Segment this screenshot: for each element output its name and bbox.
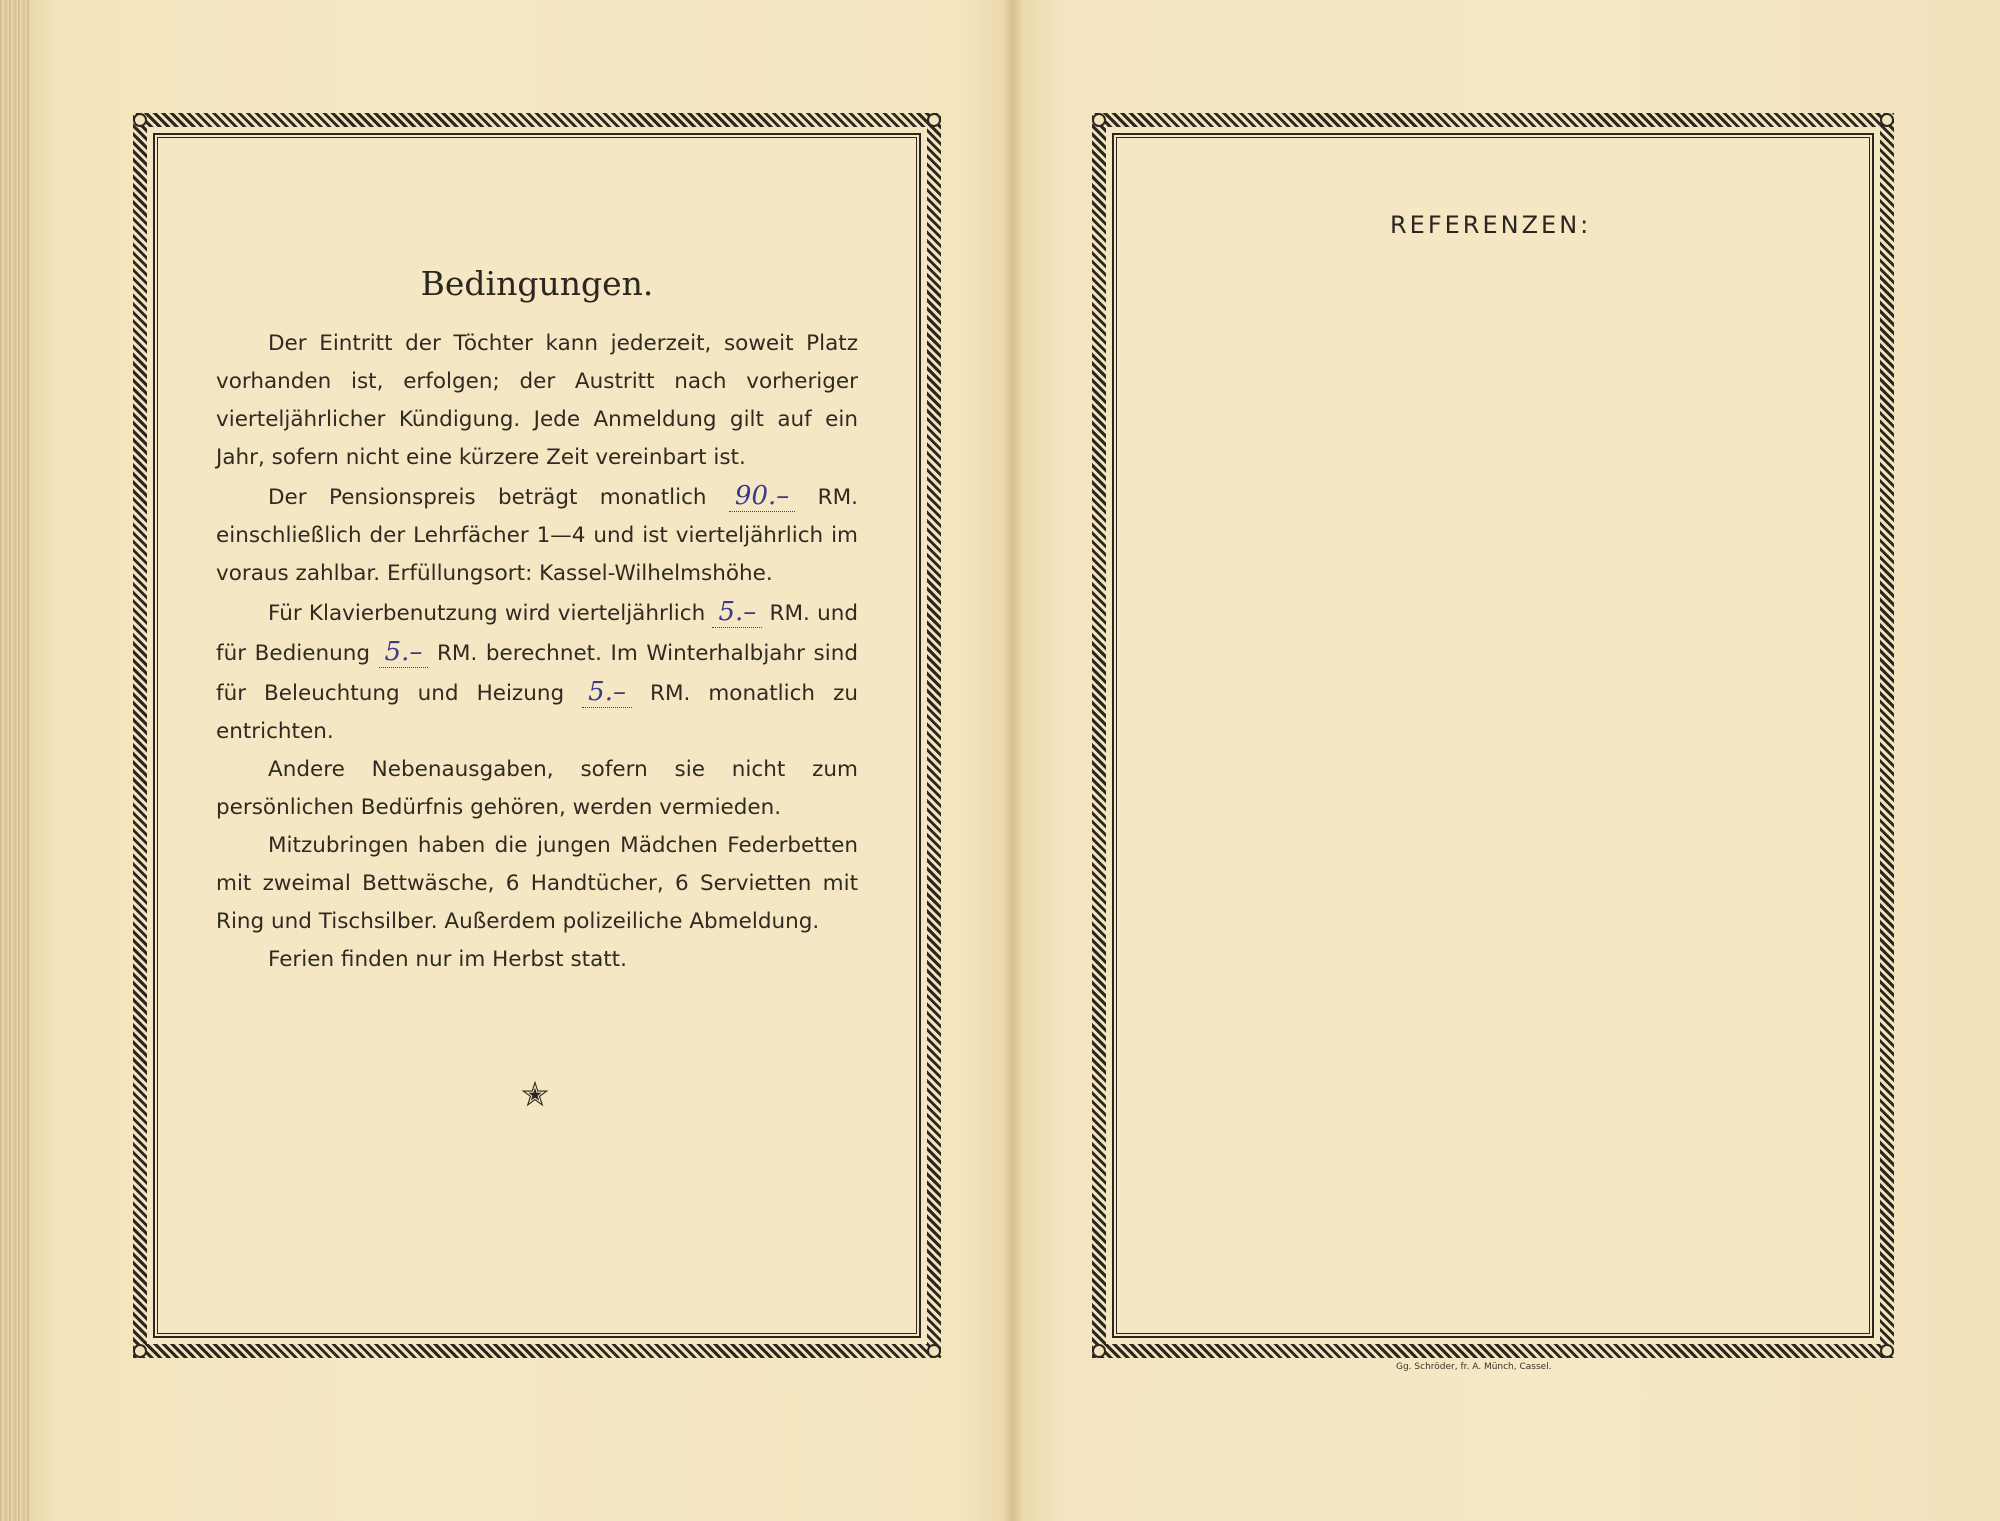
handwritten-heating-fee: 5.– bbox=[582, 677, 632, 708]
paragraph-items: Mitzubringen haben die jungen Mädchen Federbetten mit zweimal Bettwäsche, 6 Handtücher, 6 Servietten mit Ring und Tischsilber. Außerdem polizeiliche Abmeldung. bbox=[216, 833, 858, 934]
paragraph-expenses: Andere Nebenausgaben, sofern sie nicht zum persönlichen Bedürfnis gehören, werden vermieden. bbox=[216, 757, 858, 820]
paragraph-holidays: Ferien finden nur im Herbst statt. bbox=[268, 947, 627, 972]
corner-ornament bbox=[1092, 1344, 1106, 1358]
right-page-panel bbox=[1106, 127, 1880, 1344]
paragraph-price bbox=[216, 477, 858, 593]
paragraph-entry: Der Eintritt der Töchter kann jederzeit, soweit Platz vorhanden ist, erfolgen; der Austritt nach vorheriger vierteljährlicher Kündigung. Jede Anmeldung gilt auf ein Jahr, sofern nicht eine kürzere Zeit vereinbart ist. bbox=[216, 331, 858, 470]
corner-ornament bbox=[1880, 1344, 1894, 1358]
handwritten-service-fee: 5.– bbox=[379, 637, 429, 668]
corner-ornament bbox=[1092, 113, 1106, 127]
right-ornamental-border bbox=[1092, 113, 1894, 1358]
star-ornament: ✭ bbox=[520, 1075, 550, 1115]
fees-text-a: Für Klavierbenutzung wird vierteljährlich bbox=[268, 601, 706, 626]
price-text-before: Der Pensionspreis beträgt monatlich bbox=[268, 485, 707, 510]
fees-text-c: RM. berechnet. Im Winterhalbjahr sind für Beleuchtung und Heizung bbox=[216, 641, 858, 706]
printer-imprint: Gg. Schröder, fr. A. Münch, Cassel. bbox=[1396, 1362, 1552, 1372]
corner-ornament bbox=[1880, 113, 1894, 127]
handwritten-price: 90.– bbox=[729, 481, 795, 512]
conditions-text bbox=[216, 325, 858, 979]
page-title: Bedingungen. bbox=[420, 264, 654, 303]
references-heading: REFERENZEN: bbox=[1390, 211, 1592, 239]
price-text-after: RM. einschließlich der Lehrfächer 1—4 und ist vierteljährlich im voraus zahlbar. Erfüllungsort: Kassel-Wilhelmshöhe. bbox=[216, 485, 858, 586]
fees-text-d: RM. monatlich zu entrichten. bbox=[216, 681, 858, 744]
handwritten-piano-fee: 5.– bbox=[712, 597, 762, 628]
paragraph-fees bbox=[216, 593, 858, 751]
fees-text-b: RM. und für Bedienung bbox=[216, 601, 858, 666]
